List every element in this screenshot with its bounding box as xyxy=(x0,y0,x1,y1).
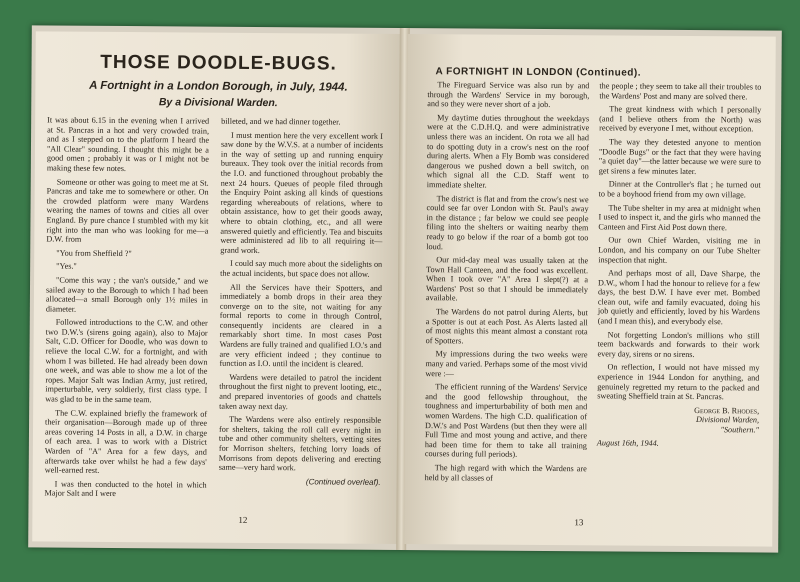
signature-role: Divisional Warden, xyxy=(695,415,760,425)
paragraph: Not forgetting London's millions who still teem backwards and forwards to their work every day, sirens or no sirens. xyxy=(597,330,760,359)
paragraph: On reflection, I would not have missed my experience in 1944 London for anything, and genuinely regretted my return to the packed and sweating Sheffield train at St. Pancras. xyxy=(597,362,760,402)
paragraph: "Come this way ; the van's outside," and we sailed away to the Borough to which I had been allocated—a small Borough only 1½ miles in diameter. xyxy=(45,275,209,314)
paragraph: The district is flat and from the crow's nest we could see far over London with St. Paul's away in the distance ; far below we could see people filing into the shelters or waiting nearby them ready to go below if the roar of a bomb got too loud. xyxy=(426,193,589,251)
article-subtitle: A Fortnight in a London Borough, in July, 1944. xyxy=(89,79,348,94)
paragraph: Dinner at the Controller's flat ; he turned out to be a boyhood friend from my own village. xyxy=(598,179,761,200)
paragraph: billeted, and we had dinner together. xyxy=(221,116,341,127)
paragraph: My impressions during the two weeks were many and varied. Perhaps some of the most vivid were :— xyxy=(425,349,588,378)
paragraph: The high regard with which the Wardens are held by all classes of xyxy=(424,463,587,483)
article-date: August 16th, 1944. xyxy=(596,437,659,448)
paragraph: I was then conducted to the hotel in which Major Salt and I were xyxy=(44,479,207,499)
continued-header: A FORTNIGHT IN LONDON (Continued). xyxy=(435,66,642,79)
page-number: 13 xyxy=(574,517,584,528)
paragraph: The way they detested anyone to mention "Doodle Bugs" or the fact that they were having "a quiet day"—the latter because we were sure to get sirens a few minutes later. xyxy=(598,137,762,176)
article-byline: By a Divisional Warden. xyxy=(158,96,278,110)
paragraph: "You from Sheffield ?" xyxy=(56,248,132,258)
left-column-2 xyxy=(219,117,384,487)
continued-note: (Continued overleaf). xyxy=(305,477,381,487)
right-column-1 xyxy=(425,80,590,487)
signature-place: "Southern." xyxy=(720,425,760,435)
paragraph: The Wardens do not patrol during Alerts, but a Spotter is out at each Post. As Alerts lasted all of most nights this meant almost a constant rota of Spotters. xyxy=(425,307,588,346)
paragraph: The Wardens were also entirely responsible for shelters, taking the roll call every night in tube and other community shelters, vetting sites for Morrison shelters, fetching lorry loads of Morrisons from depots delivering and erecting same—very hard work. xyxy=(218,414,382,473)
paragraph: Wardens were detailed to patrol the incident throughout the first night to prevent looting, etc., and prepared inventories of goods and chattels taken away next day. xyxy=(219,372,382,411)
paragraph: The Fireguard Service was also run by and through the Wardens' Service in my borough, and so they were never short of a job. xyxy=(427,80,590,110)
paragraph: The C.W. explained briefly the framework of their organisation—Borough made up of three areas covering 14 Posts in all, a D.W. in charge of each area. I was to work with a District Warden of "A" Area for a few days, and afterwards take over whilst he had a few days' well-earned rest. xyxy=(44,408,208,476)
left-page xyxy=(32,31,402,544)
page-number: 12 xyxy=(238,514,248,525)
paragraph: Followed introductions to the C.W. and other two D.W.'s (sirens going again), also to Major Salt, C.D. Officer for Doodle, who was down to relieve the local C.W. for a fortnight, and with whom I was billeted. He had already been down one week, and was able to show me a lot of the ropes. Major Salt was Indian Army, just retired, imperturbable, very soldierly, first class type. I was glad to be in the same team. xyxy=(45,317,208,405)
paragraph: The efficient running of the Wardens' Service and the good fellowship throughout, the toughness and imperturbability of both men and women Wardens. The high C.D. qualification of D.W.'s and Post Wardens (but then they were all Full Time and most young and active, and there had been time for them to take all training courses during full periods). xyxy=(424,382,588,460)
paragraph: My daytime duties throughout the weekdays were at the C.D.H.Q. and were administrative unless there was an incident. On rota we all had to do spotting duty in a crow's nest on the roof during alerts. When a Fly Bomb was considered dangerous we pushed down a bell switch, on which signal all the C.D. Staff went to immediate shelter. xyxy=(426,113,590,190)
signature-name: George B. Rhodes, xyxy=(694,405,760,416)
paragraph: All the Services have their Spotters, and immediately a bomb drops in their area they converge on to the site, not waiting for any formal reports to come in through Control, consequently incidents are cleared in a remarkably short time. In most cases Post Wardens are fully trained and qualified I.O.'s and are very efficient indeed ; they continue to function as I.O. until the incident is cleared. xyxy=(219,282,383,369)
paragraph: I could say much more about the sidelights on the actual incidents, but space does not allow. xyxy=(220,259,383,279)
paragraph: "Yes." xyxy=(56,261,77,272)
right-page xyxy=(404,34,776,547)
signature-block xyxy=(597,405,759,435)
paragraph: Someone or other was going to meet me at St. Pancras and take me to somewhere or other. On the crowded platform were many Wardens wearing the names of towns and cities all over England. By pure chance I stumbled with my kit right into the man who was looking for me—a D.W. from xyxy=(46,177,209,244)
article-title: THOSE DOODLE-BUGS. xyxy=(100,51,337,75)
paragraph: The Tube shelter in my area at midnight when I used to inspect it, and the girls who manned the Canteen and First Aid Post down there. xyxy=(598,202,761,232)
right-column-2 xyxy=(597,81,762,448)
paragraph: I must mention here the very excellent work I saw done by the W.V.S. at a number of incidents in the way of setting up and running enquiry bureaux. They took over the initial records from the I.O. and functioned throughout probably the next 24 hours. Queues of people filed through the Enquiry Point asking all kinds of questions regarding whereabouts of relations, where to obtain assistance, how to get their goods away, where to obtain clothing, etc., and all were answered quietly and efficiently. Tea and biscuits were administered ad lib to all requiring it—grand work. xyxy=(220,130,384,255)
paragraph: The great kindness with which I personally (and I believe others from the North) was received by everyone I met, without exception. xyxy=(599,104,762,134)
left-column-1 xyxy=(45,115,210,503)
paragraph: And perhaps most of all, Dave Sharpe, the D.W., whom I had the honour to relieve for a few days, the best D.W. I have ever met. Bombed clean out, wife and family evacuated, doing his job quietly and efficiently, loved by his Wardens (and I mean this), and everybody else. xyxy=(597,268,761,327)
paragraph: Our own Chief Warden, visiting me in London, and his company on our Tube Shelter inspection that night. xyxy=(598,235,761,265)
paragraph: Our mid-day meal was usually taken at the Town Hall Canteen, and the food was excellent. When I took over "A" Area I slept(?) at a Wardens' Post so that I should be immediately available. xyxy=(425,255,589,303)
paragraph: It was about 6.15 in the evening when I arrived at St. Pancras in a hot and very crowded train, and as I stepped on to the platform I heard the "All Clear" sounding. I thought this might be a good omen ; probably it was or I might not be making these few notes. xyxy=(46,115,210,174)
open-booklet xyxy=(28,25,782,552)
paragraph: the people ; they seem to take all their troubles to the Wardens' Post and many are solved there. xyxy=(599,81,762,101)
